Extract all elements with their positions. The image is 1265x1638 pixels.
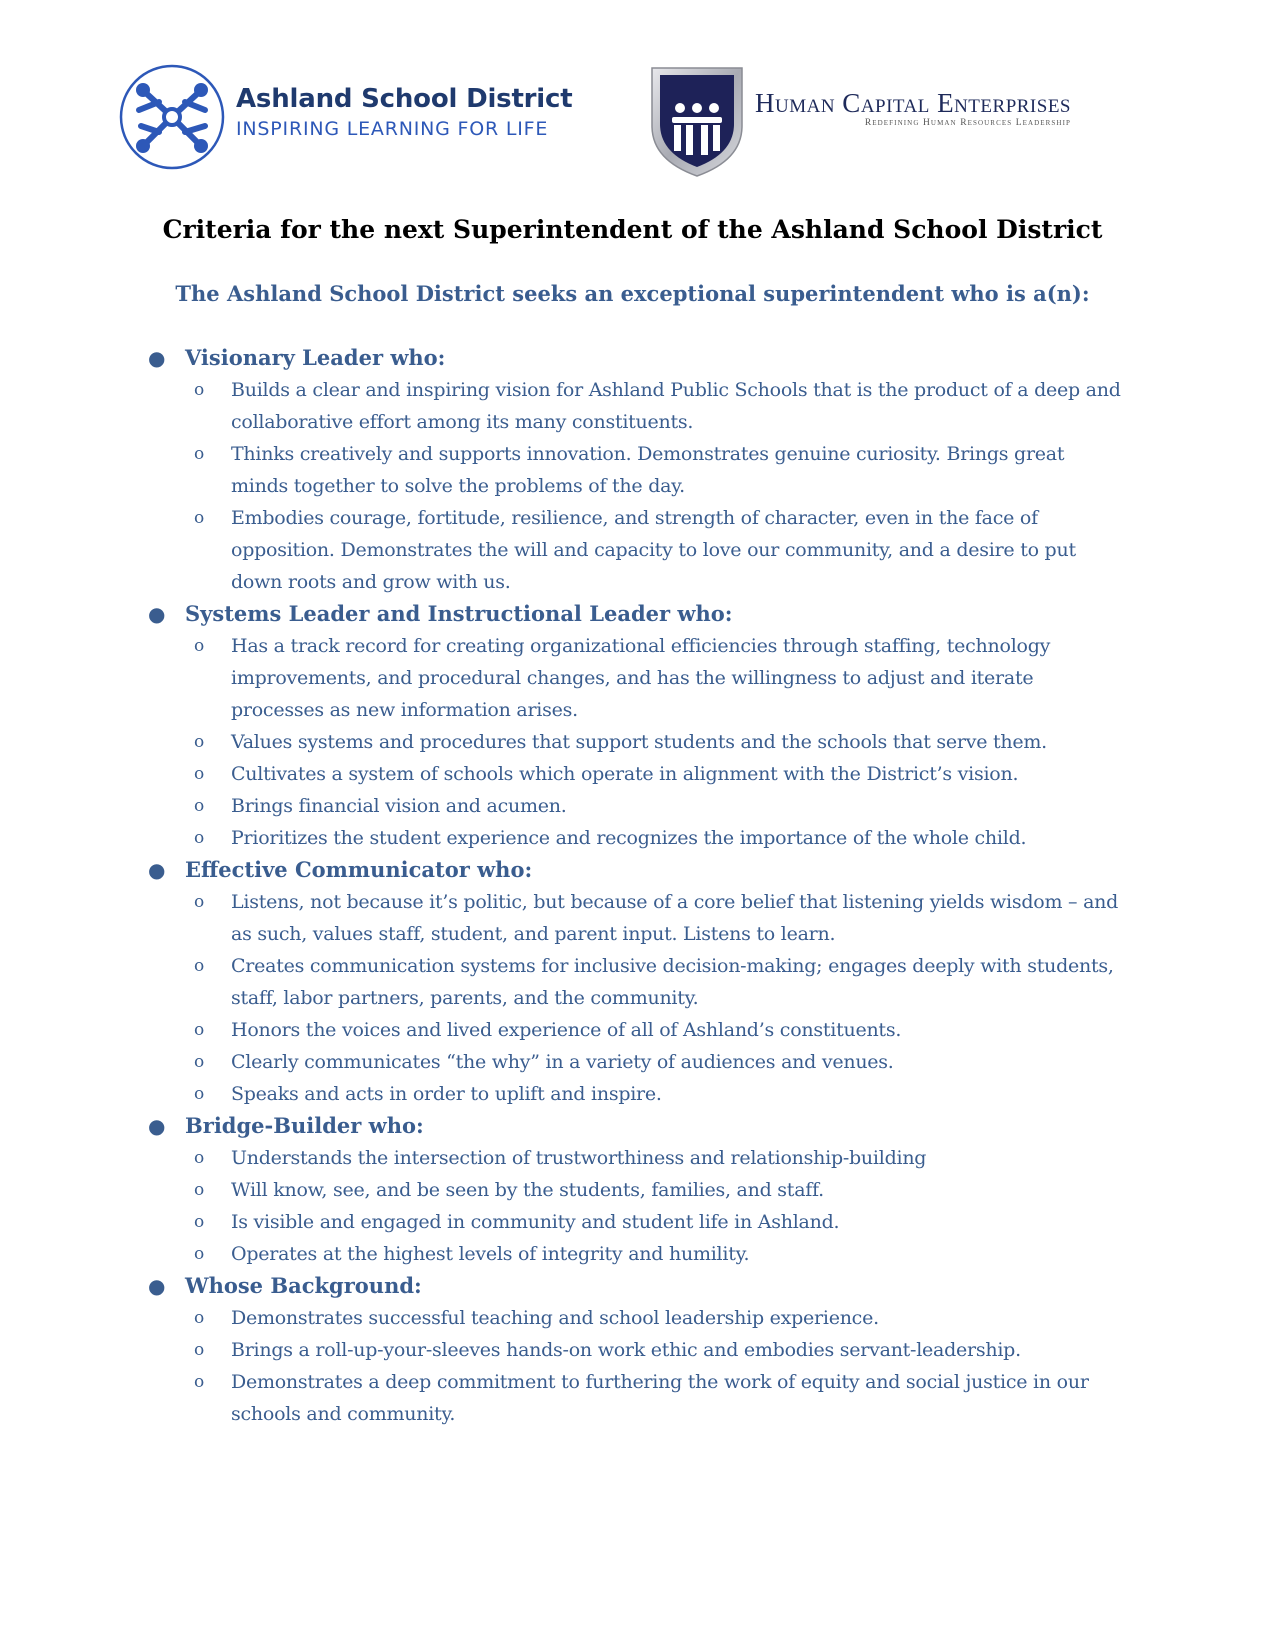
criteria-section — [0, 1110, 1265, 1270]
section-items — [0, 1142, 1265, 1270]
circle-bullet-icon: o — [194, 1372, 204, 1392]
list-item-text: Cultivates a system of schools which operate in alignment with the District’s vision. — [231, 763, 1019, 785]
list-item — [0, 374, 1265, 438]
circle-bullet-icon: o — [194, 1308, 204, 1328]
list-item-text: Understands the intersection of trustworthiness and relationship-building — [231, 1147, 927, 1169]
hce-shield-logo-icon — [648, 64, 746, 180]
list-item — [0, 1238, 1265, 1270]
circle-bullet-icon: o — [194, 1084, 204, 1104]
circle-bullet-icon: o — [194, 764, 204, 784]
list-item-text: Demonstrates a deep commitment to furthering the work of equity and social justice in our schools and community. — [231, 1371, 1089, 1425]
list-item — [0, 1046, 1265, 1078]
section-heading-text: Bridge-Builder who: — [185, 1113, 424, 1138]
list-item — [0, 1302, 1265, 1334]
circle-bullet-icon: o — [194, 732, 204, 752]
list-item-text: Builds a clear and inspiring vision for Ashland Public Schools that is the product of a deep and collaborative effort among its many constituents. — [231, 379, 1121, 433]
list-item — [0, 1142, 1265, 1174]
section-heading-text: Effective Communicator who: — [185, 857, 533, 882]
criteria-list — [0, 342, 1265, 1430]
criteria-section — [0, 854, 1265, 1110]
criteria-section — [0, 1270, 1265, 1430]
page-title: Criteria for the next Superintendent of the Ashland School District — [162, 215, 1103, 244]
list-item — [0, 886, 1265, 950]
circle-bullet-icon: o — [194, 508, 204, 528]
circle-bullet-icon: o — [194, 892, 204, 912]
circle-bullet-icon: o — [194, 444, 204, 464]
section-heading — [0, 854, 1265, 886]
firm-brand — [755, 88, 1071, 128]
circle-bullet-icon: o — [194, 1212, 204, 1232]
list-item-text: Is visible and engaged in community and student life in Ashland. — [231, 1211, 840, 1233]
district-name: Ashland School District — [236, 84, 573, 114]
circle-bullet-icon: o — [194, 956, 204, 976]
section-items — [0, 886, 1265, 1110]
list-item — [0, 950, 1265, 1014]
list-item — [0, 790, 1265, 822]
circle-bullet-icon: o — [194, 1244, 204, 1264]
bullet-icon: ● — [148, 602, 166, 626]
section-items — [0, 374, 1265, 598]
list-item-text: Demonstrates successful teaching and school leadership experience. — [231, 1307, 879, 1329]
list-item-text: Clearly communicates “the why” in a variety of audiences and venues. — [231, 1051, 894, 1073]
section-heading-text: Visionary Leader who: — [185, 345, 446, 370]
circle-bullet-icon: o — [194, 1052, 204, 1072]
list-item — [0, 1174, 1265, 1206]
bullet-icon: ● — [148, 858, 166, 882]
list-item-text: Speaks and acts in order to uplift and inspire. — [231, 1083, 662, 1105]
list-item — [0, 822, 1265, 854]
firm-tagline: Redefining Human Resources Leadership — [864, 118, 1071, 128]
list-item-text: Listens, not because it’s politic, but because of a core belief that listening yields wisdom – and as such, values staff, student, and parent input. Listens to learn. — [231, 891, 1119, 945]
list-item — [0, 1366, 1265, 1430]
firm-name: Human Capital Enterprises — [755, 88, 1071, 118]
circle-bullet-icon: o — [194, 1180, 204, 1200]
page-subtitle: The Ashland School District seeks an exceptional superintendent who is a(n): — [175, 281, 1090, 306]
list-item-text: Will know, see, and be seen by the students, families, and staff. — [231, 1179, 824, 1201]
list-item-text: Has a track record for creating organizational efficiencies through staffing, technology improvements, and procedural changes, and has the willingness to adjust and iterate processes as new information arises. — [231, 635, 1051, 721]
list-item-text: Values systems and procedures that support students and the schools that serve them. — [231, 731, 1047, 753]
ashland-district-logo-icon — [117, 62, 227, 172]
circle-bullet-icon: o — [194, 1340, 204, 1360]
list-item — [0, 630, 1265, 726]
list-item — [0, 438, 1265, 502]
list-item — [0, 1206, 1265, 1238]
section-heading — [0, 598, 1265, 630]
list-item-text: Embodies courage, fortitude, resilience, and strength of character, even in the face of opposition. Demonstrates the will and capacity to love our community, and a desire to put down roots and grow with us. — [231, 507, 1076, 593]
circle-bullet-icon: o — [194, 1148, 204, 1168]
circle-bullet-icon: o — [194, 1020, 204, 1040]
district-tagline: INSPIRING LEARNING FOR LIFE — [236, 118, 549, 140]
list-item-text: Brings financial vision and acumen. — [231, 795, 567, 817]
circle-bullet-icon: o — [194, 828, 204, 848]
section-items — [0, 630, 1265, 854]
bullet-icon: ● — [148, 346, 166, 370]
section-heading — [0, 1110, 1265, 1142]
bullet-icon: ● — [148, 1114, 166, 1138]
list-item — [0, 1078, 1265, 1110]
circle-bullet-icon: o — [194, 380, 204, 400]
list-item-text: Prioritizes the student experience and recognizes the importance of the whole child. — [231, 827, 1027, 849]
district-brand — [236, 84, 572, 142]
list-item — [0, 1014, 1265, 1046]
list-item — [0, 758, 1265, 790]
section-heading — [0, 342, 1265, 374]
criteria-section — [0, 342, 1265, 598]
bullet-icon: ● — [148, 1274, 166, 1298]
circle-bullet-icon: o — [194, 796, 204, 816]
section-heading — [0, 1270, 1265, 1302]
circle-bullet-icon: o — [194, 636, 204, 656]
section-heading-text: Whose Background: — [185, 1273, 422, 1298]
list-item — [0, 502, 1265, 598]
criteria-section — [0, 598, 1265, 854]
section-heading-text: Systems Leader and Instructional Leader who: — [185, 601, 733, 626]
list-item-text: Thinks creatively and supports innovation. Demonstrates genuine curiosity. Brings great minds together to solve the problems of the day. — [231, 443, 1065, 497]
list-item-text: Operates at the highest levels of integrity and humility. — [231, 1243, 750, 1265]
list-item — [0, 726, 1265, 758]
section-items — [0, 1302, 1265, 1430]
list-item — [0, 1334, 1265, 1366]
list-item-text: Brings a roll-up-your-sleeves hands-on work ethic and embodies servant-leadership. — [231, 1339, 1021, 1361]
list-item-text: Honors the voices and lived experience of all of Ashland’s constituents. — [231, 1019, 902, 1041]
list-item-text: Creates communication systems for inclusive decision-making; engages deeply with students, staff, labor partners, parents, and the community. — [231, 955, 1114, 1009]
